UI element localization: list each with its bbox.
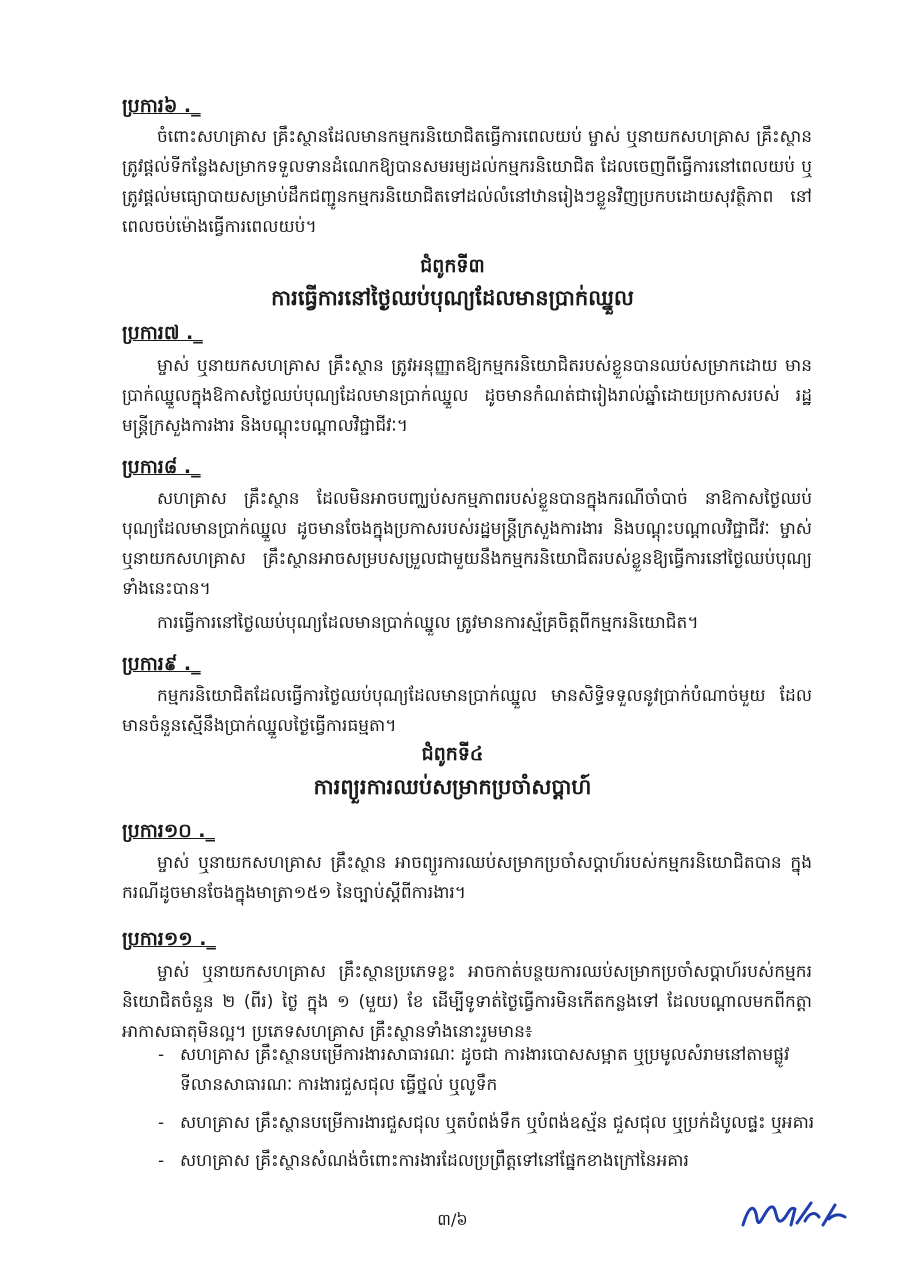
chapter-4-label: ជំពូកទី៤ bbox=[421, 743, 484, 765]
article-6-paragraph: ចំពោះសហគ្រាស គ្រឹះស្ថានដែលមានកម្មករនិយោជិតធ្វើការពេលយប់ ម្ចាស់ ឬនាយកសហគ្រាស គ្រឹះស្ថាន ត្រូវផ្ដល់ទីកន្លែងសម្រាកទទួលទានដំណេកឱ្យបានសមរម្យដល់កម្មករនិយោជិត ដែលចេញពីធ្វើការនៅពេលយប់ ឬត្រូវផ្ដល់មធ្យោបាយសម្រាប់ដឹកជញ្ជូនកម្មករនិយោជិតទៅដល់លំនៅឋានរៀងៗខ្លួនវិញប្រកបដោយសុវត្ថិភាព នៅពេលចប់ម៉ោងធ្វើការពេលយប់។ bbox=[122, 127, 812, 237]
bullet-marker: - bbox=[158, 1045, 165, 1065]
article-8-title: ប្រការ៨ ._ bbox=[122, 456, 201, 478]
list-item-text: សហគ្រាស គ្រឹះស្ថានបម្រើការងារជួសជុល ឬតបំពង់ទឹក ឬបំពង់ឧស្ម័ន ជួសជុល ឬប្រក់ដំបូលផ្ទះ ឬអគារ bbox=[180, 1113, 815, 1133]
article-10-title: ប្រការ១០ ._ bbox=[122, 820, 216, 842]
article-6-title: ប្រការ៦ ._ bbox=[122, 95, 201, 117]
article-9-paragraph: កម្មករនិយោជិតដែលធ្វើការថ្ងៃឈប់បុណ្យដែលមានប្រាក់ឈ្នួល មានសិទ្ធិទទួលនូវប្រាក់បំណាច់មួយ ដែលមានចំនួនស្មើនឹងប្រាក់ឈ្នួលថ្ងៃធ្វើការធម្មតា។ bbox=[122, 686, 812, 736]
article-10-paragraph: ម្ចាស់ ឬនាយកសហគ្រាស គ្រឹះស្ថាន អាចព្យួរការឈប់សម្រាកប្រចាំសប្ដាហ៍របស់កម្មករនិយោជិតបាន ក្នុងករណីដូចមានចែងក្នុងមាត្រា១៥១ នៃច្បាប់ស្ដីពីការងារ។ bbox=[122, 853, 812, 903]
article-8-paragraph-2: ការធ្វើការនៅថ្ងៃឈប់បុណ្យដែលមានប្រាក់ឈ្នួល ត្រូវមានការស្ម័គ្រចិត្តពីកម្មករនិយោជិត។ bbox=[157, 613, 699, 633]
chapter-3-label: ជំពូកទី៣ bbox=[420, 255, 485, 277]
handwritten-initials-signature bbox=[735, 1195, 855, 1235]
article-11-bullet-list bbox=[158, 1040, 818, 1184]
article-9-title: ប្រការ៩ ._ bbox=[122, 653, 201, 675]
bullet-marker: - bbox=[158, 1151, 165, 1171]
article-11-title: ប្រការ១១ ._ bbox=[122, 928, 216, 950]
list-item-text: សហគ្រាស គ្រឹះស្ថានសំណង់ចំពោះការងារដែលប្រព្រឹត្តទៅនៅផ្នែកខាងក្រៅនៃអគារ bbox=[180, 1151, 689, 1171]
article-8-paragraph-1: សហគ្រាស គ្រឹះស្ថាន ដែលមិនអាចបញ្ឈប់សកម្មភាពរបស់ខ្លួនបានក្នុងករណីចាំបាច់ នាឱកាសថ្ងៃឈប់ បុណ្យដែលមានប្រាក់ឈ្នួល ដូចមានចែងក្នុងប្រកាសរបស់រដ្ឋមន្ត្រីក្រសួងការងារ និងបណ្ដុះបណ្ដាលវិជ្ជាជីវៈ ម្ចាស់ ឬនាយកសហគ្រាស គ្រឹះស្ថានអាចសម្របសម្រួលជាមួយនឹងកម្មករនិយោជិតរបស់ខ្លួនឱ្យធ្វើការនៅថ្ងៃឈប់បុណ្យ ទាំងនេះបាន។ bbox=[122, 489, 812, 599]
chapter-3-title: ការធ្វើការនៅថ្ងៃឈប់បុណ្យដែលមានប្រាក់ឈ្នួល bbox=[271, 286, 634, 310]
chapter-4-title: ការព្យួរការឈប់សម្រាកប្រចាំសប្ដាហ៍ bbox=[313, 775, 592, 799]
list-item bbox=[158, 1108, 818, 1138]
article-7-title: ប្រការ៧ ._ bbox=[122, 322, 203, 344]
page-number: ៣/៦ bbox=[437, 1210, 468, 1229]
article-7-paragraph: ម្ចាស់ ឬនាយកសហគ្រាស គ្រឹះស្ថាន ត្រូវអនុញ្ញាតឱ្យកម្មករនិយោជិតរបស់ខ្លួនបានឈប់សម្រាកដោយ មានប្រាក់ឈ្នួលក្នុងឱកាសថ្ងៃឈប់បុណ្យដែលមានប្រាក់ឈ្នួល ដូចមានកំណត់ជារៀងរាល់ឆ្នាំដោយប្រកាសរបស់ រដ្ឋមន្ត្រីក្រសួងការងារ និងបណ្ដុះបណ្ដាលវិជ្ជាជីវៈ។ bbox=[122, 356, 812, 436]
list-item-text: សហគ្រាស គ្រឹះស្ថានបម្រើការងារសាធារណៈ ដូចជា ការងារបោសសម្អាត ឬប្រមូលសំរាមនៅតាមផ្លូវ ទីលានសាធារណៈ ការងារជួសជុល ធ្វើថ្នល់ ឬលូទឹក bbox=[180, 1045, 790, 1095]
list-item bbox=[158, 1146, 818, 1176]
article-11-paragraph: ម្ចាស់ ឬនាយកសហគ្រាស គ្រឹះស្ថានប្រភេទខ្លះ អាចកាត់បន្ថយការឈប់សម្រាកប្រចាំសប្ដាហ៍របស់កម្មករ និយោជិតចំនួន ២ (ពីរ) ថ្ងៃ ក្នុង ១ (មួយ) ខែ ដើម្បីទូទាត់ថ្ងៃធ្វើការមិនកើតកន្លងទៅ ដែលបណ្ដាលមកពីកត្តា អាកាសធាតុមិនល្អ។ ប្រភេទសហគ្រាស គ្រឹះស្ថានទាំងនោះរួមមាន៖ bbox=[122, 962, 812, 1042]
list-item bbox=[158, 1040, 818, 1100]
bullet-marker: - bbox=[158, 1113, 165, 1133]
